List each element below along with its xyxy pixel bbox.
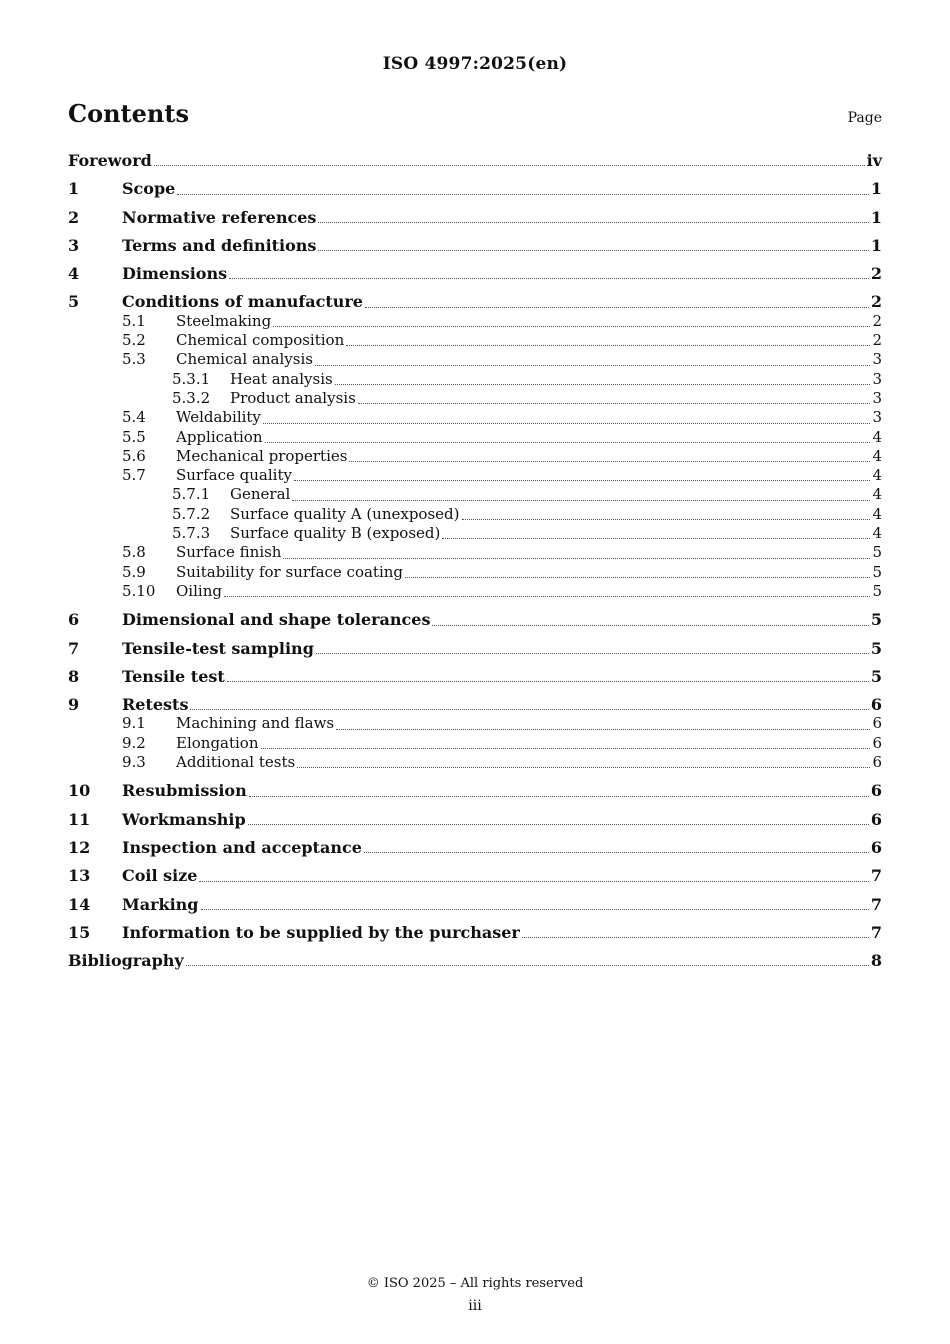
toc-entry-title: Surface quality bbox=[176, 466, 292, 485]
toc-entry-title: Additional tests bbox=[176, 753, 296, 772]
toc-entry[interactable] bbox=[68, 714, 882, 733]
toc-entry-number: 5.3 bbox=[122, 350, 146, 369]
toc-entry-number: 12 bbox=[68, 837, 91, 857]
dot-leader bbox=[442, 538, 870, 539]
toc-entry-number: 5.7.3 bbox=[172, 524, 211, 543]
toc-entry-page: 6 bbox=[872, 733, 882, 752]
toc-entry-number: 14 bbox=[68, 894, 91, 914]
toc-entry-number: 9.3 bbox=[122, 753, 146, 772]
toc-entry-title: Retests bbox=[122, 695, 189, 715]
toc-entry-page: 4 bbox=[872, 485, 882, 504]
toc-entry-page: 1 bbox=[870, 207, 882, 227]
toc-entry-number: 5.2 bbox=[122, 331, 146, 350]
toc-entry[interactable] bbox=[68, 151, 882, 170]
toc-entry-title: Surface quality A (unexposed) bbox=[230, 504, 460, 523]
toc-entry-page: 4 bbox=[872, 446, 882, 465]
toc-entry-number: 9.1 bbox=[122, 714, 146, 733]
dot-leader bbox=[294, 480, 871, 481]
toc-entry-title: Inspection and acceptance bbox=[122, 837, 362, 857]
toc-entry-page: 2 bbox=[872, 311, 882, 330]
dot-leader bbox=[265, 442, 871, 443]
toc-entry-page: 2 bbox=[872, 331, 882, 350]
toc-entry-title: Machining and flaws bbox=[176, 714, 335, 733]
toc-entry[interactable] bbox=[68, 923, 882, 942]
toc-entry-title: Bibliography bbox=[68, 951, 184, 971]
toc-entry-title: Tensile test bbox=[122, 666, 225, 686]
dot-leader bbox=[358, 403, 871, 404]
toc-entry-title: Weldability bbox=[176, 408, 261, 427]
toc-entry[interactable] bbox=[68, 370, 882, 389]
toc-entry-number: 8 bbox=[68, 666, 80, 686]
toc-entry[interactable] bbox=[68, 781, 882, 800]
toc-entry-title: Steelmaking bbox=[176, 311, 272, 330]
toc-entry-title: Marking bbox=[122, 894, 199, 914]
dot-leader bbox=[462, 519, 871, 520]
toc-entry-number: 5 bbox=[68, 292, 80, 312]
toc-entry-title: Normative references bbox=[122, 207, 317, 227]
toc-entry-page: 6 bbox=[872, 753, 882, 772]
toc-entry-title: Terms and definitions bbox=[122, 235, 317, 255]
toc-entry-title: Heat analysis bbox=[230, 369, 333, 388]
dot-leader bbox=[224, 596, 871, 597]
toc-entry[interactable] bbox=[68, 753, 882, 772]
toc-entry-title: General bbox=[230, 485, 291, 504]
contents-title: Contents bbox=[68, 99, 189, 128]
toc-entry-page: 6 bbox=[870, 809, 882, 829]
toc-entry-title: Tensile-test sampling bbox=[122, 638, 314, 658]
toc-entry-number: 5.10 bbox=[122, 581, 156, 600]
dot-leader bbox=[154, 165, 865, 166]
toc-entry-page: 7 bbox=[870, 894, 882, 914]
toc-entry-number: 9.2 bbox=[122, 733, 146, 752]
dot-leader bbox=[365, 307, 869, 308]
toc-entry[interactable] bbox=[68, 428, 882, 447]
toc-entry-number: 5.5 bbox=[122, 427, 146, 446]
toc-entry[interactable] bbox=[68, 543, 882, 562]
toc-entry-title: Application bbox=[176, 427, 263, 446]
toc-entry-page: 5 bbox=[872, 581, 882, 600]
toc-entry-title: Workmanship bbox=[122, 809, 246, 829]
toc-entry[interactable] bbox=[68, 179, 882, 198]
dot-leader bbox=[229, 278, 869, 279]
toc-entry[interactable] bbox=[68, 524, 882, 543]
toc-entry-page: 5 bbox=[870, 638, 882, 658]
toc-entry-page: 3 bbox=[872, 350, 882, 369]
toc-entry-title: Dimensional and shape tolerances bbox=[122, 610, 431, 630]
toc-entry-title: Chemical analysis bbox=[176, 350, 313, 369]
toc-entry-page: 7 bbox=[870, 922, 882, 942]
table-of-contents bbox=[68, 151, 882, 970]
dot-leader bbox=[227, 681, 869, 682]
toc-entry-title: Scope bbox=[122, 179, 176, 199]
dot-leader bbox=[261, 748, 871, 749]
toc-entry-number: 5.6 bbox=[122, 446, 146, 465]
toc-entry-number: 10 bbox=[68, 781, 91, 801]
toc-entry[interactable] bbox=[68, 350, 882, 369]
toc-entry-page: 2 bbox=[870, 264, 882, 284]
toc-entry-number: 5.1 bbox=[122, 311, 146, 330]
dot-leader bbox=[297, 767, 870, 768]
toc-entry-number: 3 bbox=[68, 235, 80, 255]
toc-entry-title: Suitability for surface coating bbox=[176, 562, 404, 581]
page-column-label: Page bbox=[847, 110, 882, 126]
toc-entry-number: 5.8 bbox=[122, 543, 146, 562]
toc-entry-number: 15 bbox=[68, 922, 91, 942]
toc-entry-title: Mechanical properties bbox=[176, 446, 348, 465]
toc-entry[interactable] bbox=[68, 408, 882, 427]
toc-entry-number: 5.3.1 bbox=[172, 369, 211, 388]
toc-entry[interactable] bbox=[68, 505, 882, 524]
toc-entry[interactable] bbox=[68, 895, 882, 914]
toc-entry-number: 2 bbox=[68, 207, 80, 227]
toc-entry-number: 13 bbox=[68, 866, 91, 886]
dot-leader bbox=[283, 558, 870, 559]
toc-entry-title: Dimensions bbox=[122, 264, 228, 284]
toc-entry-page: 6 bbox=[870, 837, 882, 857]
toc-entry-number: 5.9 bbox=[122, 562, 146, 581]
toc-entry[interactable] bbox=[68, 236, 882, 255]
toc-entry-number: 9 bbox=[68, 695, 80, 715]
toc-entry-number: 5.7.2 bbox=[172, 504, 211, 523]
toc-entry-title: Surface quality B (exposed) bbox=[230, 524, 441, 543]
toc-entry[interactable] bbox=[68, 695, 882, 714]
toc-entry-page: 1 bbox=[870, 179, 882, 199]
toc-entry[interactable] bbox=[68, 582, 882, 601]
dot-leader bbox=[201, 909, 869, 910]
toc-entry-title: Information to be supplied by the purchaser bbox=[122, 922, 520, 942]
toc-entry[interactable] bbox=[68, 292, 882, 311]
dot-leader bbox=[318, 250, 868, 251]
toc-entry[interactable] bbox=[68, 734, 882, 753]
toc-entry-page: 5 bbox=[870, 610, 882, 630]
toc-entry[interactable] bbox=[68, 951, 882, 970]
toc-entry-number: 7 bbox=[68, 638, 80, 658]
dot-leader bbox=[263, 423, 871, 424]
toc-entry[interactable] bbox=[68, 389, 882, 408]
toc-entry-page: 5 bbox=[872, 562, 882, 581]
dot-leader bbox=[405, 577, 870, 578]
dot-leader bbox=[522, 937, 869, 938]
toc-entry[interactable] bbox=[68, 866, 882, 885]
toc-entry-page: 7 bbox=[870, 866, 882, 886]
dot-leader bbox=[177, 194, 869, 195]
toc-entry-page: 8 bbox=[870, 951, 882, 971]
toc-entry-page: 5 bbox=[872, 543, 882, 562]
copyright-footer: © ISO 2025 – All rights reserved bbox=[366, 1276, 584, 1291]
toc-entry-title: Elongation bbox=[176, 733, 259, 752]
toc-entry[interactable] bbox=[68, 667, 882, 686]
toc-entry[interactable] bbox=[68, 639, 882, 658]
dot-leader bbox=[432, 625, 868, 626]
toc-entry-number: 5.4 bbox=[122, 408, 146, 427]
toc-entry-title: Product analysis bbox=[230, 388, 356, 407]
toc-entry-page: 2 bbox=[870, 292, 882, 312]
toc-entry-page: 5 bbox=[870, 666, 882, 686]
toc-entry-number: 5.7 bbox=[122, 466, 146, 485]
document-id: ISO 4997:2025(en) bbox=[382, 54, 568, 74]
toc-entry[interactable] bbox=[68, 610, 882, 629]
dot-leader bbox=[199, 881, 868, 882]
toc-entry-number: 1 bbox=[68, 179, 80, 199]
toc-entry-page: 3 bbox=[872, 388, 882, 407]
toc-entry-number: 5.3.2 bbox=[172, 388, 211, 407]
toc-entry-title: Chemical composition bbox=[176, 331, 345, 350]
toc-entry[interactable] bbox=[68, 810, 882, 829]
dot-leader bbox=[364, 852, 869, 853]
toc-entry-page: 6 bbox=[872, 714, 882, 733]
toc-entry-title: Conditions of manufacture bbox=[122, 292, 363, 312]
toc-entry-title: Coil size bbox=[122, 866, 198, 886]
toc-entry[interactable] bbox=[68, 447, 882, 466]
dot-leader bbox=[190, 709, 868, 710]
toc-entry-title: Foreword bbox=[68, 151, 152, 170]
toc-entry[interactable] bbox=[68, 264, 882, 283]
toc-entry-page: 4 bbox=[872, 466, 882, 485]
toc-entry-page: 3 bbox=[872, 369, 882, 388]
toc-entry-number: 5.7.1 bbox=[172, 485, 211, 504]
toc-entry-page: 3 bbox=[872, 408, 882, 427]
toc-entry-page: 6 bbox=[870, 781, 882, 801]
toc-entry[interactable] bbox=[68, 466, 882, 485]
toc-entry-number: 11 bbox=[68, 809, 91, 829]
dot-leader bbox=[335, 384, 871, 385]
dot-leader bbox=[336, 729, 870, 730]
toc-entry-title: Oiling bbox=[176, 581, 222, 600]
toc-entry[interactable] bbox=[68, 312, 882, 331]
toc-entry[interactable] bbox=[68, 331, 882, 350]
toc-entry[interactable] bbox=[68, 563, 882, 582]
toc-entry-page: 1 bbox=[870, 235, 882, 255]
dot-leader bbox=[186, 965, 869, 966]
toc-entry-number: 6 bbox=[68, 610, 80, 630]
dot-leader bbox=[316, 653, 869, 654]
dot-leader bbox=[273, 326, 870, 327]
toc-entry-page: iv bbox=[866, 151, 882, 170]
toc-entry-title: Resubmission bbox=[122, 781, 247, 801]
toc-entry-number: 4 bbox=[68, 264, 80, 284]
toc-entry-page: 4 bbox=[872, 427, 882, 446]
toc-entry-page: 6 bbox=[870, 695, 882, 715]
dot-leader bbox=[318, 222, 868, 223]
dot-leader bbox=[349, 461, 870, 462]
dot-leader bbox=[249, 796, 869, 797]
dot-leader bbox=[346, 345, 870, 346]
toc-entry-title: Surface finish bbox=[176, 543, 282, 562]
toc-entry-page: 4 bbox=[872, 524, 882, 543]
dot-leader bbox=[292, 500, 870, 501]
dot-leader bbox=[315, 365, 870, 366]
toc-entry[interactable] bbox=[68, 838, 882, 857]
dot-leader bbox=[248, 824, 869, 825]
toc-entry[interactable] bbox=[68, 208, 882, 227]
toc-entry[interactable] bbox=[68, 485, 882, 504]
page-number: iii bbox=[468, 1298, 482, 1314]
toc-entry-page: 4 bbox=[872, 504, 882, 523]
